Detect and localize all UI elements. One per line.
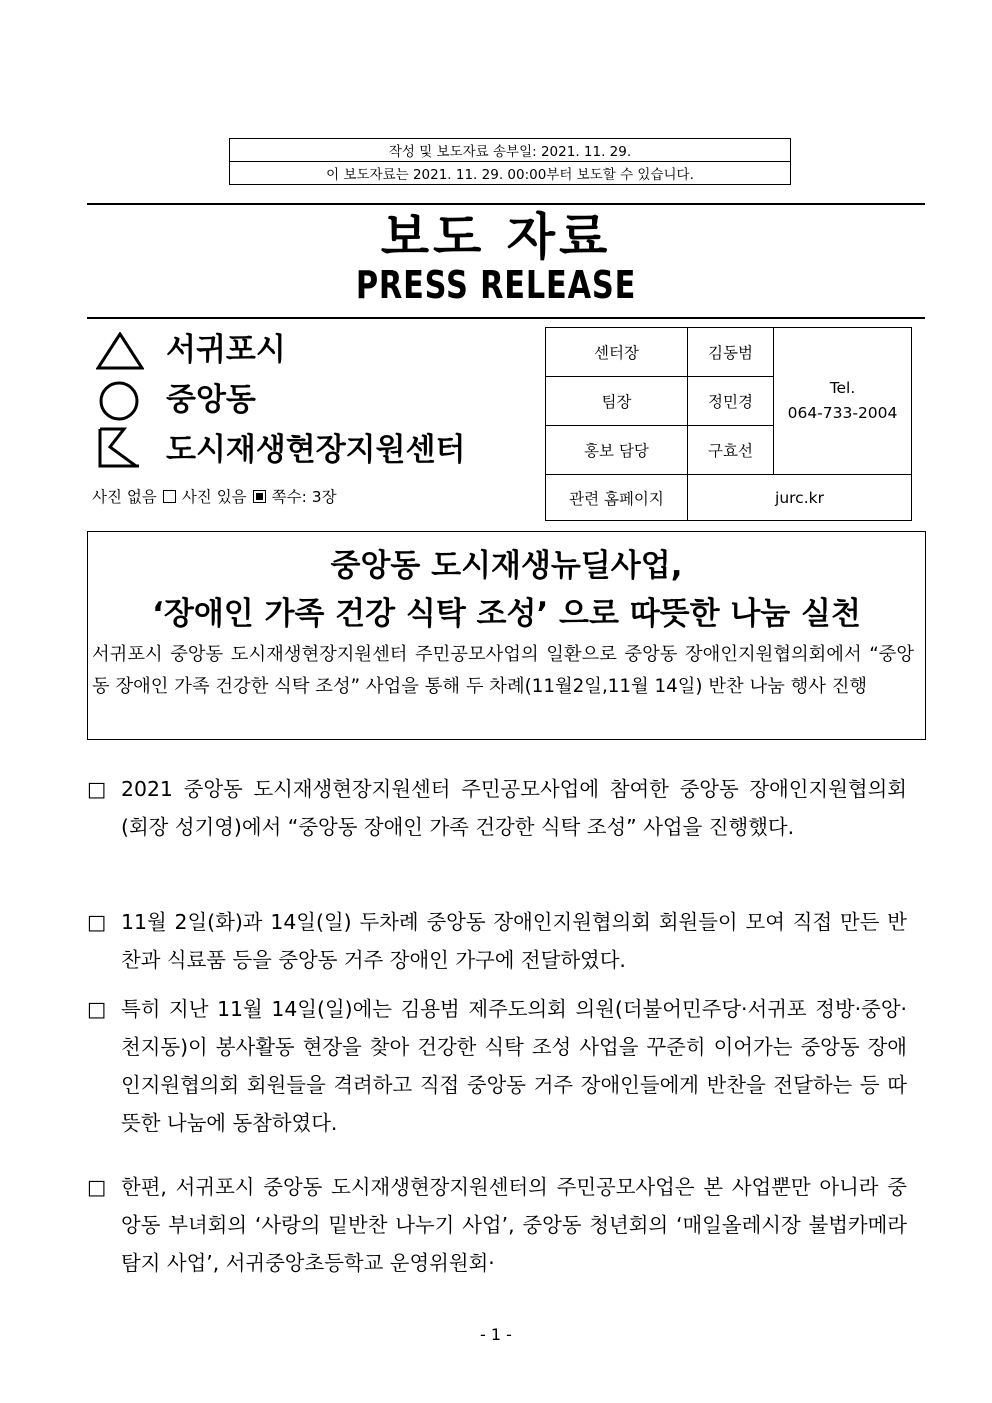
tel-cell — [774, 328, 912, 475]
role-cell: 팀장 — [546, 377, 688, 426]
bottom-rule — [87, 317, 925, 319]
org-center: 도시재생현장지원센터 — [166, 432, 466, 468]
square-logo-icon — [96, 427, 144, 469]
page-subtitle: PRESS RELEASE — [355, 263, 637, 307]
square-bullet-icon: □ — [87, 777, 107, 801]
paragraph-text: 11월 2일(화)과 14일(일) 두차례 중앙동 장애인지원협의회 회원들이 모여 직접 만든 반찬과 식료품 등을 중앙동 거주 장애인 가구에 전달하였다. — [121, 910, 907, 972]
circle-logo-icon — [96, 380, 144, 422]
paragraph-text: 2021 중앙동 도시재생현장지원센터 주민공모사업에 참여한 중앙동 장애인지원협의회(회장 성기영)에서 “중앙동 장애인 가족 건강한 식탁 조성” 사업을 진행했다. — [121, 777, 907, 839]
headline-box — [87, 531, 926, 740]
homepage-label: 관련 홈페이지 — [546, 475, 688, 521]
release-info-box — [229, 138, 791, 185]
top-rule — [87, 203, 925, 205]
square-bullet-icon: □ — [87, 997, 107, 1021]
embargo-note: 이 보도자료는 2021. 11. 29. 00:00부터 보도할 수 있습니다. — [326, 166, 694, 183]
name-cell: 김동범 — [688, 328, 774, 377]
body-paragraph — [87, 903, 907, 979]
square-bullet-icon: □ — [87, 1175, 107, 1199]
body-paragraph — [87, 990, 907, 1142]
release-date: 작성 및 보도자료 송부일: 2021. 11. 29. — [230, 139, 790, 162]
name-cell: 구효선 — [688, 426, 774, 475]
headline-summary: 서귀포시 중앙동 도시재생현장지원센터 주민공모사업의 일환으로 중앙동 장애인지원협의회에서 “중앙동 장애인 가족 건강한 식탁 조성” 사업을 통해 두 차례(11월2일,11월 14일) 반찬 나눔 행사 진행 — [92, 644, 914, 697]
photo-info — [92, 485, 343, 507]
body-paragraph — [87, 770, 907, 846]
triangle-logo-icon — [96, 332, 144, 370]
photo-none-label: 사진 없음 — [92, 488, 157, 506]
tel-number: 064-733-2004 — [787, 404, 898, 422]
role-cell: 홍보 담당 — [546, 426, 688, 475]
paragraph-text: 한편, 서귀포시 중앙동 도시재생현장지원센터의 주민공모사업은 본 사업뿐만 아니라 중앙동 부녀회의 ‘사랑의 밑반찬 나누기 사업’, 중앙동 청년회의 ‘매일올레시장 불법카메라 탐지 사업’, 서귀중앙초등학교 운영위원회· — [121, 1175, 907, 1275]
photo-none-checkbox — [163, 490, 176, 503]
name-cell: 정민경 — [688, 377, 774, 426]
photo-yes-checkbox — [253, 490, 266, 503]
homepage-link[interactable]: jurc.kr — [688, 475, 912, 521]
square-bullet-icon: □ — [87, 910, 107, 934]
contact-table — [545, 327, 912, 521]
page-number: - 1 - — [480, 1325, 512, 1344]
org-city: 서귀포시 — [166, 332, 286, 368]
photo-yes-label: 사진 있음 — [181, 488, 247, 506]
headline-line-1: 중앙동 도시재생뉴딜사업, — [330, 548, 683, 584]
paragraph-text: 특히 지난 11월 14일(일)에는 김용범 제주도의회 의원(더불어민주당·서귀포 정방·중앙·천지동)이 봉사활동 현장을 찾아 건강한 식탁 조성 사업을 꾸준히 이어가는 중앙동 장애인지원협의회 회원들을 격려하고 직접 중앙동 거주 장애인들에게 반찬을 전달하는 등 따뜻한 나눔에 동참하였다. — [121, 997, 907, 1135]
org-district: 중앙동 — [166, 382, 256, 418]
page-title: 보도 자료 — [380, 208, 612, 266]
tel-label: Tel. — [829, 379, 856, 397]
headline-line-2: ‘장애인 가족 건강 식탁 조성’ 으로 따뜻한 나눔 실천 — [152, 596, 861, 632]
body-paragraph — [87, 1168, 907, 1282]
role-cell: 센터장 — [546, 328, 688, 377]
page-count: 쪽수: 3장 — [271, 488, 337, 506]
